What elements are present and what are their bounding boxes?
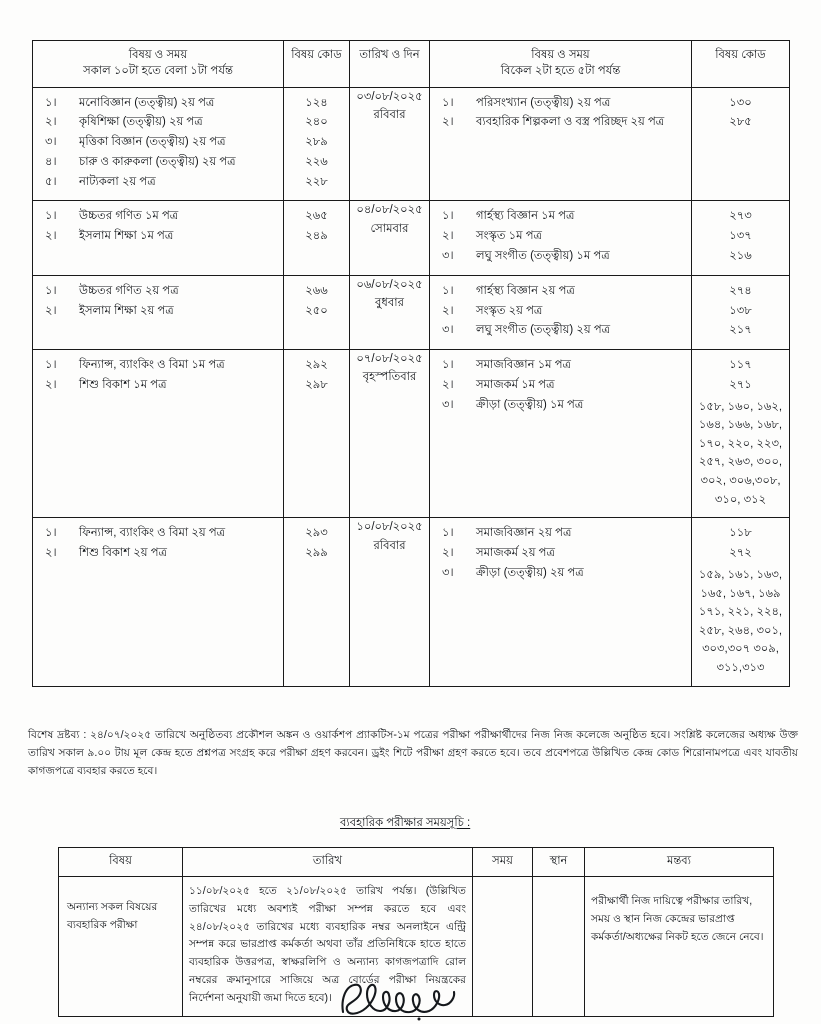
- subject-number: ২।: [442, 378, 454, 391]
- subject-number: ২।: [45, 547, 57, 560]
- subject-number: ২।: [442, 547, 454, 560]
- header-evening-subject-line1: বিষয় ও সময়: [531, 49, 590, 61]
- subject-item: [37, 376, 279, 396]
- subject-item: [37, 173, 279, 193]
- subject-code: ২২৬: [305, 155, 328, 168]
- exam-date: ০৭/০৮/২০২৫: [356, 353, 423, 366]
- subject-name: ক্রীড়া (তত্ত্বীয়) ২য় পত্র: [476, 566, 584, 579]
- practical-place: [533, 877, 585, 1017]
- practical-header-row: [59, 848, 774, 877]
- subject-name: ব্যবহারিক শিল্পকলা ও বস্ত্র পরিচ্ছদ ২য় পত্র: [476, 116, 665, 129]
- morning-code-cell: [284, 87, 350, 201]
- subject-item: [434, 396, 687, 416]
- evening-subject-cell: [430, 275, 692, 349]
- exam-date-cell: [350, 350, 430, 518]
- subject-name: সংস্কৃত ১ম পত্র: [476, 230, 542, 243]
- subject-number: ৩।: [45, 136, 57, 149]
- subject-item: [434, 376, 687, 396]
- subject-number: ১।: [45, 359, 57, 372]
- subject-item: [434, 94, 687, 114]
- subject-number: ১।: [442, 284, 454, 297]
- subject-name: শিশু বিকাশ ১ম পত্র: [79, 378, 167, 391]
- subject-name: উচ্চতর গণিত ২য় পত্র: [79, 284, 179, 297]
- subject-item: [37, 524, 279, 544]
- subject-code: ২৫০: [305, 304, 328, 317]
- subject-number: ১।: [45, 527, 57, 540]
- subject-code: ১৩৮: [729, 304, 752, 317]
- exam-date-cell: [350, 275, 430, 349]
- practical-schedule-heading: ব্যবহারিক পরীক্ষার সময়সূচি :: [340, 817, 471, 829]
- subject-number: ২।: [45, 304, 57, 317]
- subject-item: [37, 282, 279, 302]
- practical-subject: অন্যান্য সকল বিষয়ের ব্যবহারিক পরীক্ষা: [59, 877, 183, 1017]
- morning-code-cell: [284, 275, 350, 349]
- subject-item: [37, 544, 279, 564]
- subject-number: ২।: [45, 116, 57, 129]
- subject-name: লঘু সংগীত (তত্ত্বীয়) ২য় পত্র: [476, 324, 611, 337]
- header-practical-date: তারিখ: [183, 848, 473, 877]
- header-morning-subject-line1: বিষয় ও সময়: [128, 49, 188, 61]
- routine-row: [33, 201, 790, 275]
- subject-item: [434, 302, 687, 322]
- header-date-day: তারিখ ও দিন: [350, 41, 430, 88]
- subject-code: ২৭২: [729, 547, 752, 560]
- evening-subject-cell: [430, 201, 692, 275]
- exam-date: ০৬/০৮/২০২৫: [356, 278, 423, 291]
- exam-date-cell: [350, 87, 430, 201]
- subject-code: ২৬৬: [305, 284, 328, 297]
- subject-item: [37, 227, 279, 247]
- subject-name: উচ্চতর গণিত ১ম পত্র: [79, 210, 179, 223]
- subject-number: ১।: [442, 210, 454, 223]
- subject-name: নাট্যকলা ২য় পত্র: [79, 175, 156, 188]
- subject-name: ইসলাম শিক্ষা ২য় পত্র: [79, 304, 174, 317]
- routine-header-row: [33, 41, 790, 88]
- subject-name: সমাজকর্ম ১ম পত্র: [476, 378, 555, 391]
- subject-name: পরিসংখ্যান (তত্ত্বীয়) ২য় পত্র: [476, 96, 611, 109]
- subject-code: ১৫৮, ১৬০, ১৬২, ১৬৪, ১৬৬, ১৬৮, ১৭০, ২২০, ২২৩, ২৫৭, ২৬৩, ৩০০, ৩০২, ৩০৬,৩০৮, ৩১০, ৩১২: [698, 400, 783, 506]
- subject-code: ২১৭: [729, 324, 752, 337]
- subject-number: ২।: [442, 230, 454, 243]
- subject-number: ৩।: [442, 398, 454, 411]
- subject-code: ২৭৪: [729, 284, 752, 297]
- routine-table-body: [33, 87, 790, 686]
- subject-number: ১।: [442, 96, 454, 109]
- subject-item: [37, 356, 279, 376]
- practical-date: ১১/০৮/২০২৫ হতে ২১/০৮/২০২৫ তারিখ পর্যন্ত। (উল্লিখিত তারিখের মধ্যে অবশ্যই পরীক্ষা সম্পন্ন করতে হবে এবং ২৪/০৮/২০২৫ তারিখের মধ্যে ব্যবহারিক নম্বর অনলাইনে এন্ট্রি সম্পন্ন করে ভারপ্রাপ্ত কর্মকর্তা অথবা তাঁর প্রতিনিধিকে হাতে হাতে ব্যবহারিক উত্তরপত্র, স্বাক্ষরলিপি ও অন্যান্য কাগজপত্রাদি রোল নম্বরের ক্রমানুসারে সাজিয়ে অত্র বোর্ডের পরীক্ষা নিয়ন্ত্রকের নির্দেশনা অনুযায়ী জমা দিতে হবে)।: [183, 877, 473, 1017]
- exam-date-cell: [350, 201, 430, 275]
- exam-date: ০৩/০৮/২০২৫: [356, 90, 423, 103]
- subject-item: [434, 564, 687, 584]
- exam-day: সোমবার: [370, 222, 409, 235]
- subject-item: [434, 247, 687, 267]
- subject-item: [37, 94, 279, 114]
- routine-row: [33, 518, 790, 686]
- subject-code: ১৩৭: [729, 230, 752, 243]
- subject-item: [434, 113, 687, 133]
- subject-item: [434, 544, 687, 564]
- morning-subject-cell: [33, 87, 284, 201]
- subject-code: ২৯৩: [305, 527, 328, 540]
- exam-day: রবিবার: [373, 109, 406, 122]
- subject-name: সমাজবিজ্ঞান ১ম পত্র: [476, 359, 571, 372]
- subject-name: মনোবিজ্ঞান (তত্ত্বীয়) ২য় পত্র: [79, 96, 215, 109]
- header-morning-code: বিষয় কোড: [284, 41, 350, 88]
- exam-day: বুধবার: [375, 297, 404, 310]
- subject-number: ১।: [442, 527, 454, 540]
- subject-item: [434, 282, 687, 302]
- subject-name: ফিন্যান্স, ব্যাংকিং ও বিমা ২য় পত্র: [79, 527, 226, 540]
- subject-name: ফিন্যান্স, ব্যাংকিং ও বিমা ১ম পত্র: [79, 359, 225, 372]
- exam-date: ০৪/০৮/২০২৫: [356, 204, 423, 217]
- exam-routine-table: [32, 40, 790, 687]
- subject-name: গার্হস্থ্য বিজ্ঞান ২য় পত্র: [476, 284, 575, 297]
- subject-number: ২।: [442, 116, 454, 129]
- morning-subject-cell: [33, 350, 284, 518]
- subject-code: ২৪০: [305, 116, 328, 129]
- evening-code-cell: [692, 87, 790, 201]
- subject-item: [434, 356, 687, 376]
- subject-name: সমাজবিজ্ঞান ২য় পত্র: [476, 527, 572, 540]
- routine-table-head: [33, 41, 790, 88]
- subject-code: ২৯৮: [305, 378, 328, 391]
- subject-code: ২৮৯: [305, 136, 328, 149]
- header-practical-subject: বিষয়: [59, 848, 183, 877]
- subject-code: ২১৬: [729, 250, 752, 263]
- morning-code-cell: [284, 201, 350, 275]
- subject-number: ১।: [442, 359, 454, 372]
- morning-subject-cell: [33, 201, 284, 275]
- subject-item: [37, 153, 279, 173]
- exam-day: রবিবার: [373, 539, 406, 552]
- subject-number: ৪।: [45, 155, 57, 168]
- evening-subject-cell: [430, 87, 692, 201]
- subject-number: ৩।: [442, 324, 454, 337]
- evening-subject-cell: [430, 350, 692, 518]
- subject-number: ২।: [45, 230, 57, 243]
- subject-number: ৫।: [45, 175, 57, 188]
- evening-code-cell: [692, 350, 790, 518]
- subject-number: ১।: [45, 210, 57, 223]
- routine-row: [33, 350, 790, 518]
- subject-name: সংস্কৃত ২য় পত্র: [476, 304, 543, 317]
- subject-code: ১১৭: [729, 359, 752, 372]
- subject-item: [37, 207, 279, 227]
- evening-subject-cell: [430, 518, 692, 686]
- evening-code-cell: [692, 518, 790, 686]
- subject-name: শিশু বিকাশ ২য় পত্র: [79, 547, 167, 560]
- subject-number: ১।: [45, 284, 57, 297]
- header-practical-time: সময়: [473, 848, 533, 877]
- header-practical-place: স্থান: [533, 848, 585, 877]
- subject-code: ২৮৫: [729, 116, 752, 129]
- subject-item: [434, 207, 687, 227]
- routine-row: [33, 275, 790, 349]
- subject-name: লঘু সংগীত (তত্ত্বীয়) ১ম পত্র: [476, 250, 610, 263]
- header-evening-code: বিষয় কোড: [692, 41, 790, 88]
- subject-code: ২৭৩: [729, 210, 752, 223]
- subject-code: ২৬৫: [305, 210, 328, 223]
- subject-code: ২২৮: [305, 175, 328, 188]
- header-practical-remark: মন্তব্য: [585, 848, 774, 877]
- subject-code: ২৭১: [729, 378, 752, 391]
- header-morning-subject: [33, 41, 284, 88]
- exam-day: বৃহস্পতিবার: [362, 371, 417, 384]
- subject-code: ২৯২: [305, 359, 328, 372]
- evening-code-cell: [692, 275, 790, 349]
- header-evening-subject-line2: বিকেল ২টা হতে ৫টা পর্যন্ত: [500, 65, 621, 78]
- subject-number: ৩।: [442, 250, 454, 263]
- subject-code: ১১৮: [729, 527, 752, 540]
- routine-row: [33, 87, 790, 201]
- header-morning-subject-line2: সকাল ১০টা হতে বেলা ১টা পর্যন্ত: [83, 65, 233, 78]
- subject-code: ২৯৯: [305, 547, 328, 560]
- subject-number: ৩।: [442, 566, 454, 579]
- practical-table-head: [59, 848, 774, 877]
- special-note: বিশেষ দ্রষ্টব্য : ২৪/০৭/২০২৫ তারিখে অনুষ্ঠিতব্য প্রকৌশল অঙ্কন ও ওয়ার্কশপ প্র্যাকটিস-১ম পত্রের পরীক্ষা পরীক্ষার্থীদের নিজ নিজ কলেজে অনুষ্ঠিত হবে। সংশ্লিষ্ট কলেজের অধ্যক্ষ উক্ত তারিখ সকাল ৯.০০ টায় মূল কেন্দ্র হতে প্রশ্নপত্র সংগ্রহ করে পরীক্ষা গ্রহণ করবেন। ড্রইং শিটে পরীক্ষা গ্রহণ করতে হবে। তবে প্রবেশপত্রে উল্লিখিত কেন্দ্র কোড শিরোনামপত্রে এবং যাবতীয় কাগজপত্রে ব্যবহার করতে হবে।: [28, 729, 798, 778]
- subject-name: ক্রীড়া (তত্ত্বীয়) ১ম পত্র: [476, 398, 584, 411]
- subject-name: সমাজকর্ম ২য় পত্র: [476, 547, 555, 560]
- subject-name: কৃষিশিক্ষা (তত্ত্বীয়) ২য় পত্র: [79, 116, 203, 129]
- subject-code: ১৫৯, ১৬১, ১৬৩, ১৬৫, ১৬৭, ১৬৯ ১৭১, ২২১, ২২৪, ২৫৮, ২৬৪, ৩০১, ৩০৩,৩০৭ ৩০৯, ৩১১,৩১৩: [698, 568, 783, 675]
- subject-item: [37, 302, 279, 322]
- subject-number: ২।: [442, 304, 454, 317]
- evening-code-cell: [692, 201, 790, 275]
- subject-name: মৃত্তিকা বিজ্ঞান (তত্ত্বীয়) ২য় পত্র: [79, 136, 226, 149]
- morning-code-cell: [284, 518, 350, 686]
- subject-code: ১৩০: [729, 96, 752, 109]
- subject-code: ১২৪: [305, 96, 328, 109]
- subject-name: চারু ও কারুকলা (তত্ত্বীয়) ২য় পত্র: [79, 155, 236, 168]
- morning-code-cell: [284, 350, 350, 518]
- exam-date: ১০/০৮/২০২৫: [356, 521, 423, 534]
- subject-item: [434, 524, 687, 544]
- header-evening-subject: [430, 41, 692, 88]
- subject-name: গার্হস্থ্য বিজ্ঞান ১ম পত্র: [476, 210, 575, 223]
- subject-number: ১।: [45, 96, 57, 109]
- subject-item: [434, 321, 687, 341]
- practical-remark: পরীক্ষার্থী নিজ দায়িত্বে পরীক্ষার তারিখ, সময় ও স্থান নিজ কেন্দ্রের ভারপ্রাপ্ত কর্মকর্তা/অধ্যক্ষের নিকট হতে জেনে নেবে।: [585, 877, 774, 1017]
- signature-icon: [335, 978, 535, 1022]
- subject-item: [37, 133, 279, 153]
- handwritten-signature: [335, 978, 535, 1022]
- subject-number: ২।: [45, 378, 57, 391]
- subject-name: ইসলাম শিক্ষা ১ম পত্র: [79, 230, 174, 243]
- morning-subject-cell: [33, 518, 284, 686]
- morning-subject-cell: [33, 275, 284, 349]
- subject-code: ২৪৯: [305, 230, 328, 243]
- routine-table-container: [32, 40, 789, 687]
- subject-item: [37, 113, 279, 133]
- exam-date-cell: [350, 518, 430, 686]
- subject-item: [434, 227, 687, 247]
